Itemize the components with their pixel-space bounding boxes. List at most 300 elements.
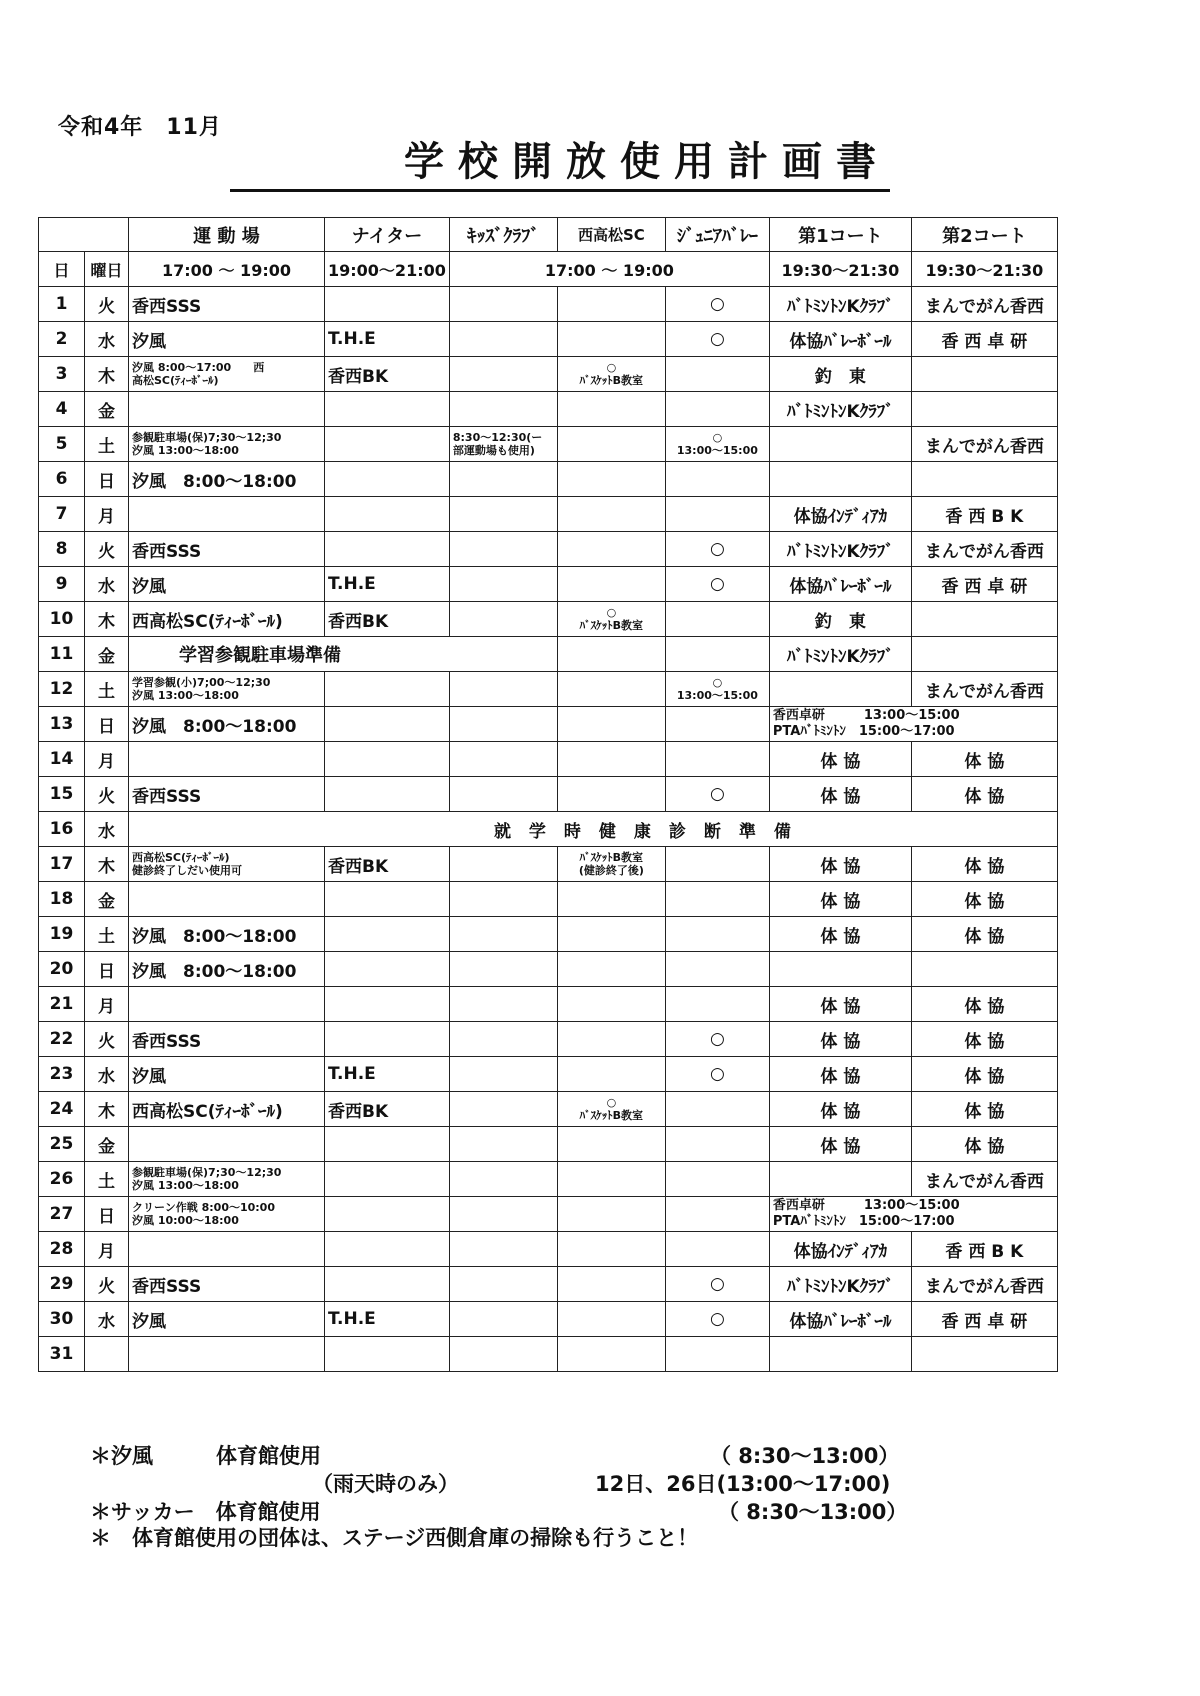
nishitakamatsu-cell [557, 1092, 665, 1127]
kids-cell [449, 917, 557, 952]
nishitakamatsu-cell [557, 847, 665, 882]
night-cell: T.H.E [325, 322, 450, 357]
table-row [39, 742, 1058, 777]
nishitakamatsu-cell [557, 742, 665, 777]
day-cell: 12 [39, 672, 85, 707]
court1-cell: 体協ｲﾝﾃﾞｨｱｶ [769, 497, 911, 532]
header-day: 日 [39, 252, 85, 287]
day-cell: 31 [39, 1337, 85, 1372]
kids-cell [449, 602, 557, 637]
ground-cell: 汐風 8:00～18:00 [129, 462, 325, 497]
kids-cell [449, 1232, 557, 1267]
court1-cell [769, 1162, 911, 1197]
note-shiokaze: ＊汐風 体育館使用 [90, 1444, 321, 1468]
header-court2: 第2コート [911, 218, 1057, 252]
header-row-groups [39, 218, 1058, 252]
kids-cell-line1: 8:30～12:30(ー [452, 431, 543, 444]
day-cell: 26 [39, 1162, 85, 1197]
dow-cell: 金 [85, 392, 129, 427]
junior-cell [665, 497, 769, 532]
kids-cell [449, 777, 557, 812]
nishitakamatsu-cell [557, 1197, 665, 1232]
night-cell: T.H.E [325, 567, 450, 602]
junior-cell [665, 1092, 769, 1127]
nishitakamatsu-cell [557, 567, 665, 602]
nishitakamatsu-cell [557, 882, 665, 917]
time-mid: 17:00 ～ 19:00 [449, 252, 769, 287]
note-shiokaze-time: （ 8:30～13:00） [710, 1444, 900, 1468]
night-cell [325, 917, 450, 952]
nishitakamatsu-cell [557, 1057, 665, 1092]
night-cell: T.H.E [325, 1302, 450, 1337]
court2-cell: 体 協 [911, 1092, 1057, 1127]
night-cell [325, 1127, 450, 1162]
kids-cell [449, 1057, 557, 1092]
ground-cell [129, 427, 325, 462]
day-cell: 6 [39, 462, 85, 497]
table-row [39, 952, 1058, 987]
table-row [39, 602, 1058, 637]
court1-cell [769, 462, 911, 497]
kids-cell [449, 1022, 557, 1057]
court-span-cell [769, 707, 1057, 742]
header-ground: 運 動 場 [129, 218, 325, 252]
nishitakamatsu-cell [557, 497, 665, 532]
header-row-times [39, 252, 1058, 287]
kids-cell [449, 847, 557, 882]
kids-cell [449, 427, 557, 462]
court2-cell: まんでがん香西 [911, 1267, 1057, 1302]
table-row [39, 357, 1058, 392]
day-cell: 9 [39, 567, 85, 602]
dow-cell: 月 [85, 497, 129, 532]
night-cell [325, 882, 450, 917]
day-cell: 18 [39, 882, 85, 917]
kids-cell [449, 987, 557, 1022]
court2-cell: 体 協 [911, 847, 1057, 882]
nishitakamatsu-cell [557, 1232, 665, 1267]
junior-cell [665, 917, 769, 952]
day-cell: 8 [39, 532, 85, 567]
dow-cell [85, 1337, 129, 1372]
court-span-cell-line2: PTAﾊﾞﾄﾐﾝﾄﾝ 15:00～17:00 [772, 724, 955, 739]
day-cell: 14 [39, 742, 85, 777]
note-rain-time: 12日、26日(13:00～17:00) [595, 1472, 891, 1496]
court1-cell: 体 協 [769, 1092, 911, 1127]
ground-cell: 汐風 8:00～18:00 [129, 952, 325, 987]
ground-cell [129, 742, 325, 777]
table-row [39, 1022, 1058, 1057]
court-span-cell-line1: 香西卓研 13:00～15:00 [772, 708, 960, 723]
dow-cell: 木 [85, 1092, 129, 1127]
note-soccer-time: （ 8:30～13:00） [718, 1500, 908, 1524]
court1-cell: 体 協 [769, 742, 911, 777]
dow-cell: 水 [85, 567, 129, 602]
court1-cell: 体 協 [769, 847, 911, 882]
kids-cell [449, 322, 557, 357]
dow-cell: 金 [85, 1127, 129, 1162]
junior-cell [665, 1197, 769, 1232]
junior-cell [665, 707, 769, 742]
dow-cell: 木 [85, 847, 129, 882]
night-cell: 香西BK [325, 1092, 450, 1127]
court1-cell: 釣 東 [769, 602, 911, 637]
court-span-cell [769, 1197, 1057, 1232]
nishitakamatsu-cell [557, 532, 665, 567]
note-cleaning: ＊ 体育館使用の団体は、ステージ西側倉庫の掃除も行うこと！ [90, 1526, 699, 1550]
ground-cell-line1: 汐風 8:00～17:00 西 [132, 361, 265, 374]
dow-cell: 金 [85, 882, 129, 917]
dow-cell: 日 [85, 1197, 129, 1232]
court1-cell: 体 協 [769, 882, 911, 917]
nishitakamatsu-cell [557, 1337, 665, 1372]
day-cell: 20 [39, 952, 85, 987]
court1-cell: 体協ｲﾝﾃﾞｨｱｶ [769, 1232, 911, 1267]
junior-cell [665, 672, 769, 707]
dow-cell: 火 [85, 287, 129, 322]
era-month: 令和4年 11月 [58, 115, 222, 140]
ground-cell-line2: 汐風 10:00～18:00 [132, 1214, 239, 1227]
ground-cell [129, 882, 325, 917]
kids-cell [449, 567, 557, 602]
junior-cell: ○ [665, 322, 769, 357]
court2-cell [911, 392, 1057, 427]
header-night: ナイター [325, 218, 450, 252]
court2-cell: 体 協 [911, 917, 1057, 952]
dow-cell: 日 [85, 952, 129, 987]
day-cell: 24 [39, 1092, 85, 1127]
nishitakamatsu-cell-line1: ○ [606, 361, 617, 374]
court2-cell: まんでがん香西 [911, 427, 1057, 462]
night-cell: 香西BK [325, 847, 450, 882]
ground-cell [129, 672, 325, 707]
dow-cell: 水 [85, 1302, 129, 1337]
nishitakamatsu-cell-line2: ﾊﾞｽｹｯﾄB教室 [579, 1109, 644, 1122]
nishitakamatsu-cell [557, 392, 665, 427]
junior-cell [665, 847, 769, 882]
junior-cell: ○ [665, 287, 769, 322]
night-cell [325, 462, 450, 497]
kids-cell [449, 1127, 557, 1162]
dow-cell: 日 [85, 462, 129, 497]
court1-cell: 体 協 [769, 1127, 911, 1162]
nishitakamatsu-cell [557, 1162, 665, 1197]
nishitakamatsu-cell-line1: ○ [606, 1096, 617, 1109]
ground-cell: 香西SSS [129, 1267, 325, 1302]
junior-cell-line1: ○ [712, 431, 723, 444]
day-cell: 19 [39, 917, 85, 952]
table-row [39, 987, 1058, 1022]
junior-cell: ○ [665, 532, 769, 567]
junior-cell [665, 427, 769, 462]
night-cell [325, 672, 450, 707]
ground-cell [129, 987, 325, 1022]
kids-cell [449, 392, 557, 427]
day-cell: 2 [39, 322, 85, 357]
kids-cell [449, 1092, 557, 1127]
ground-cell-line2: 高松SC(ﾃｨｰﾎﾞｰﾙ) [132, 374, 219, 387]
night-cell [325, 952, 450, 987]
court2-cell: 体 協 [911, 1057, 1057, 1092]
day-cell: 15 [39, 777, 85, 812]
note-soccer: ＊サッカー 体育館使用 [90, 1500, 321, 1524]
dow-cell: 金 [85, 637, 129, 672]
kids-cell [449, 1197, 557, 1232]
court2-cell [911, 357, 1057, 392]
nishitakamatsu-cell [557, 987, 665, 1022]
header-kids: ｷｯｽﾞｸﾗﾌﾞ [449, 218, 557, 252]
court2-cell: 体 協 [911, 777, 1057, 812]
junior-cell [665, 987, 769, 1022]
court1-cell [769, 672, 911, 707]
court1-cell: 体 協 [769, 1057, 911, 1092]
court2-cell: まんでがん香西 [911, 672, 1057, 707]
ground-cell-line2: 汐風 13:00～18:00 [132, 444, 239, 457]
court1-cell: ﾊﾞﾄﾐﾝﾄﾝKｸﾗﾌﾞ [769, 637, 911, 672]
ground-cell: 香西SSS [129, 777, 325, 812]
dow-cell: 水 [85, 1057, 129, 1092]
night-cell [325, 392, 450, 427]
night-cell [325, 532, 450, 567]
nishitakamatsu-cell [557, 462, 665, 497]
table-row [39, 812, 1058, 847]
kids-cell [449, 882, 557, 917]
dow-cell: 土 [85, 1162, 129, 1197]
court2-cell [911, 637, 1057, 672]
night-cell [325, 1162, 450, 1197]
court1-cell: 体 協 [769, 777, 911, 812]
ground-cell: 汐風 8:00～18:00 [129, 917, 325, 952]
header-junior: ｼﾞｭﾆｱﾊﾞﾚｰ [665, 218, 769, 252]
dow-cell: 火 [85, 777, 129, 812]
night-cell [325, 1232, 450, 1267]
junior-cell-line2: 13:00～15:00 [676, 689, 758, 702]
kids-cell [449, 1302, 557, 1337]
day-cell: 21 [39, 987, 85, 1022]
dow-cell: 火 [85, 1022, 129, 1057]
nishitakamatsu-cell [557, 1127, 665, 1162]
court2-cell: 体 協 [911, 1127, 1057, 1162]
table-row [39, 1302, 1058, 1337]
court2-cell: 体 協 [911, 1022, 1057, 1057]
time-court1: 19:30～21:30 [769, 252, 911, 287]
kids-cell [449, 462, 557, 497]
day-cell: 23 [39, 1057, 85, 1092]
day-cell: 29 [39, 1267, 85, 1302]
dow-cell: 日 [85, 707, 129, 742]
table-row [39, 1057, 1058, 1092]
day-cell: 5 [39, 427, 85, 462]
day-cell: 10 [39, 602, 85, 637]
court1-cell: ﾊﾞﾄﾐﾝﾄﾝKｸﾗﾌﾞ [769, 392, 911, 427]
special-span-cell: 学習参観駐車場準備 [129, 637, 558, 672]
kids-cell [449, 532, 557, 567]
nishitakamatsu-cell [557, 672, 665, 707]
junior-cell [665, 1162, 769, 1197]
time-ground: 17:00 ～ 19:00 [129, 252, 325, 287]
table-row [39, 707, 1058, 742]
ground-cell-line1: 西高松SC(ﾃｨｰﾎﾞｰﾙ) [132, 851, 230, 864]
dow-cell: 火 [85, 1267, 129, 1302]
court2-cell: 香 西 卓 研 [911, 1302, 1057, 1337]
table-row [39, 287, 1058, 322]
kids-cell [449, 287, 557, 322]
court1-cell: 体 協 [769, 917, 911, 952]
court1-cell: 体 協 [769, 1022, 911, 1057]
note-rain: （雨天時のみ） [312, 1472, 459, 1496]
junior-cell [665, 742, 769, 777]
court-span-cell-line2: PTAﾊﾞﾄﾐﾝﾄﾝ 15:00～17:00 [772, 1214, 955, 1229]
ground-cell-line1: クリーン作戦 8:00～10:00 [132, 1201, 275, 1214]
night-cell [325, 497, 450, 532]
day-cell: 13 [39, 707, 85, 742]
special-span-cell: 就学時健康診断準備 [129, 812, 1058, 847]
ground-cell-line2: 健診終了しだい使用可 [132, 864, 242, 877]
table-row [39, 917, 1058, 952]
court1-cell: ﾊﾞﾄﾐﾝﾄﾝKｸﾗﾌﾞ [769, 532, 911, 567]
ground-cell-line1: 参観駐車場(保)7;30～12;30 [132, 431, 282, 444]
table-row [39, 462, 1058, 497]
nishitakamatsu-cell [557, 287, 665, 322]
day-cell: 3 [39, 357, 85, 392]
junior-cell [665, 1232, 769, 1267]
nishitakamatsu-cell [557, 917, 665, 952]
day-cell: 4 [39, 392, 85, 427]
night-cell [325, 742, 450, 777]
table-row [39, 1267, 1058, 1302]
junior-cell-line1: ○ [712, 676, 723, 689]
ground-cell-line1: 学習参観(小)7;00～12;30 [132, 676, 271, 689]
ground-cell: 汐風 [129, 1302, 325, 1337]
dow-cell: 水 [85, 322, 129, 357]
table-row [39, 1337, 1058, 1372]
kids-cell [449, 497, 557, 532]
ground-cell: 汐風 8:00～18:00 [129, 707, 325, 742]
junior-cell [665, 1127, 769, 1162]
court2-cell: 体 協 [911, 882, 1057, 917]
court1-cell: 体協ﾊﾞﾚｰﾎﾞｰﾙ [769, 322, 911, 357]
time-night: 19:00～21:00 [325, 252, 450, 287]
night-cell [325, 287, 450, 322]
table-row [39, 497, 1058, 532]
ground-cell: 香西SSS [129, 287, 325, 322]
ground-cell [129, 1162, 325, 1197]
nishitakamatsu-cell [557, 1267, 665, 1302]
dow-cell: 月 [85, 742, 129, 777]
court2-cell: 香 西 B K [911, 1232, 1057, 1267]
court2-cell: 香 西 卓 研 [911, 322, 1057, 357]
dow-cell: 月 [85, 1232, 129, 1267]
ground-cell [129, 392, 325, 427]
night-cell [325, 1022, 450, 1057]
junior-cell: ○ [665, 567, 769, 602]
junior-cell [665, 392, 769, 427]
night-cell [325, 1337, 450, 1372]
ground-cell-line2: 汐風 13:00～18:00 [132, 689, 239, 702]
time-court2: 19:30～21:30 [911, 252, 1057, 287]
court1-cell: 体 協 [769, 987, 911, 1022]
ground-cell [129, 847, 325, 882]
day-cell: 1 [39, 287, 85, 322]
day-cell: 22 [39, 1022, 85, 1057]
nishitakamatsu-cell [557, 322, 665, 357]
court1-cell [769, 427, 911, 462]
day-cell: 25 [39, 1127, 85, 1162]
schedule-table [38, 217, 1058, 1372]
ground-cell [129, 357, 325, 392]
nishitakamatsu-cell [557, 602, 665, 637]
kids-cell [449, 707, 557, 742]
junior-cell: ○ [665, 777, 769, 812]
court2-cell: 体 協 [911, 987, 1057, 1022]
table-row [39, 427, 1058, 462]
junior-cell: ○ [665, 1057, 769, 1092]
table-row [39, 322, 1058, 357]
night-cell: 香西BK [325, 602, 450, 637]
court2-cell: まんでがん香西 [911, 1162, 1057, 1197]
ground-cell: 汐風 [129, 567, 325, 602]
court2-cell [911, 1337, 1057, 1372]
nishitakamatsu-cell [557, 357, 665, 392]
table-row [39, 637, 1058, 672]
night-cell: 香西BK [325, 357, 450, 392]
nishitakamatsu-cell [557, 952, 665, 987]
night-cell [325, 1267, 450, 1302]
court2-cell: 香 西 卓 研 [911, 567, 1057, 602]
court1-cell: ﾊﾞﾄﾐﾝﾄﾝKｸﾗﾌﾞ [769, 287, 911, 322]
night-cell [325, 987, 450, 1022]
header-court1: 第1コート [769, 218, 911, 252]
dow-cell: 木 [85, 602, 129, 637]
table-row [39, 532, 1058, 567]
ground-cell: 西高松SC(ﾃｨｰﾎﾞｰﾙ) [129, 602, 325, 637]
night-cell [325, 1197, 450, 1232]
table-row [39, 1232, 1058, 1267]
ground-cell [129, 1232, 325, 1267]
junior-cell [665, 462, 769, 497]
ground-cell: 西高松SC(ﾃｨｰﾎﾞｰﾙ) [129, 1092, 325, 1127]
dow-cell: 木 [85, 357, 129, 392]
header-dow: 曜日 [85, 252, 129, 287]
nishitakamatsu-cell [557, 427, 665, 462]
kids-cell-line2: 部運動場も使用) [452, 444, 535, 457]
dow-cell: 土 [85, 672, 129, 707]
court1-cell [769, 952, 911, 987]
dow-cell: 水 [85, 812, 129, 847]
night-cell [325, 427, 450, 462]
header-blank [39, 218, 129, 252]
night-cell: T.H.E [325, 1057, 450, 1092]
nishitakamatsu-cell-line2: ﾊﾞｽｹｯﾄB教室 [579, 619, 644, 632]
junior-cell [665, 357, 769, 392]
court2-cell [911, 602, 1057, 637]
nishitakamatsu-cell [557, 637, 665, 672]
court1-cell: 釣 東 [769, 357, 911, 392]
ground-cell: 汐風 [129, 322, 325, 357]
nishitakamatsu-cell [557, 1022, 665, 1057]
court2-cell [911, 952, 1057, 987]
dow-cell: 火 [85, 532, 129, 567]
court2-cell: まんでがん香西 [911, 532, 1057, 567]
court1-cell: 体協ﾊﾞﾚｰﾎﾞｰﾙ [769, 1302, 911, 1337]
kids-cell [449, 742, 557, 777]
court2-cell: 体 協 [911, 742, 1057, 777]
day-cell: 30 [39, 1302, 85, 1337]
nishitakamatsu-cell [557, 1302, 665, 1337]
junior-cell: ○ [665, 1267, 769, 1302]
ground-cell-line1: 参観駐車場(保)7;30～12;30 [132, 1166, 282, 1179]
nishitakamatsu-cell-line1: ○ [606, 606, 617, 619]
